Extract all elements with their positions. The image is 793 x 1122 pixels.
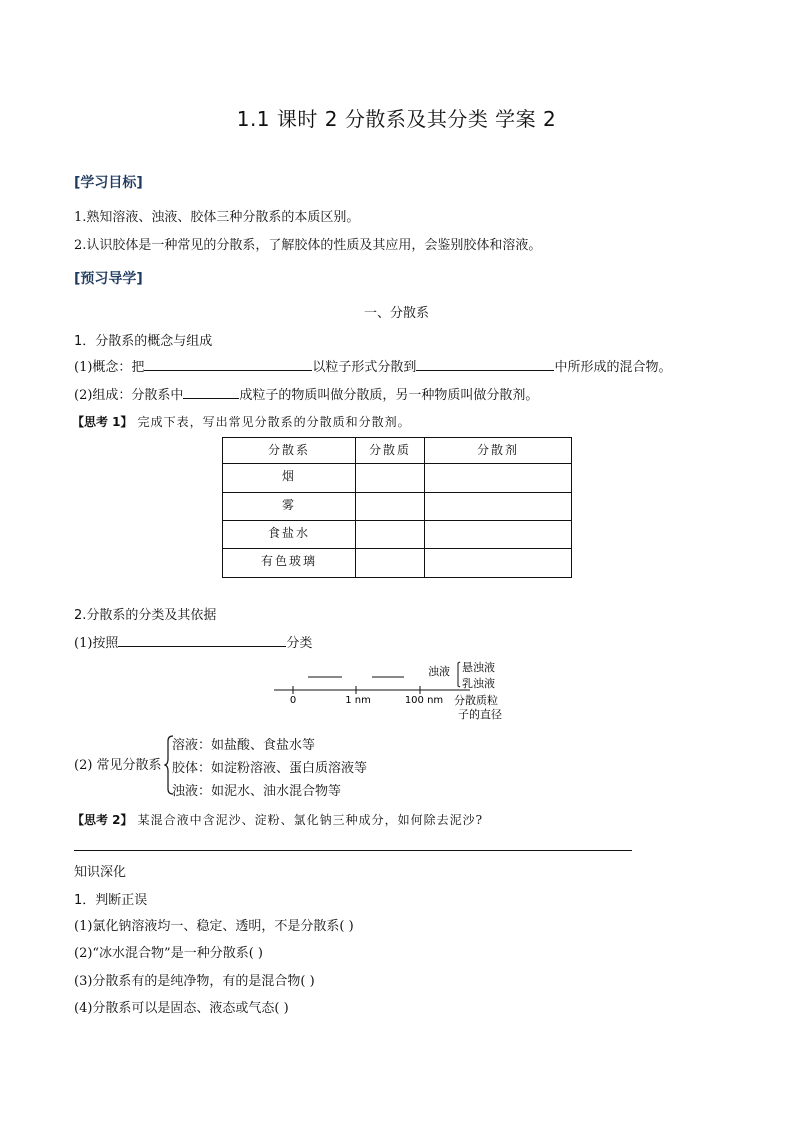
- table-cell-solute[interactable]: [356, 521, 425, 549]
- answer-line[interactable]: [74, 850, 632, 851]
- table-cell-name: 烟: [223, 464, 356, 493]
- think1-text: 完成下表，写出常见分散系的分散质和分散剂。: [137, 415, 411, 429]
- table-cell-solute[interactable]: [356, 549, 425, 578]
- axis-label-line2: 子的直径: [458, 708, 502, 721]
- preview-heading: [预习导学]: [74, 271, 143, 287]
- classify-suffix: 分类: [286, 636, 313, 651]
- think2-tag: 【思考 2】: [72, 813, 133, 827]
- table-cell-solvent[interactable]: [425, 549, 572, 578]
- deepen-part1-title: 1．判断正误: [74, 893, 148, 908]
- tick-label-0: 0: [289, 695, 297, 706]
- tick-label-1nm: 1 nm: [345, 695, 371, 706]
- table-cell-solvent[interactable]: [425, 521, 572, 549]
- particle-size-diagram: [270, 656, 530, 726]
- table-header-row: [223, 438, 572, 464]
- table-header-cell: 分散剂: [425, 438, 572, 464]
- turbid-brace: [458, 662, 460, 687]
- think2: [72, 809, 483, 828]
- judge-item-3: (3)分散系有的是纯净物，有的是混合物( ): [74, 974, 315, 989]
- common-item-turbid: 浊液：如泥水、油水混合物等: [172, 784, 342, 799]
- axis-label-line1: 分散质粒: [454, 694, 498, 707]
- table-cell-solute[interactable]: [356, 464, 425, 493]
- judge-item-2: (2)“冰水混合物”是一种分散系( ): [74, 946, 263, 961]
- concept-blank-2[interactable]: [416, 358, 554, 371]
- objective-item-1: 1.熟知溶液、浊液、胶体三种分散系的本质区别。: [74, 210, 360, 225]
- table-cell-name: 有色玻璃: [223, 549, 356, 578]
- tick-label-100nm: 100 nm: [404, 695, 444, 706]
- deepen-heading: 知识深化: [74, 865, 127, 880]
- table-row: [223, 521, 572, 549]
- think1: [72, 411, 411, 430]
- think2-text: 某混合液中含泥沙、淀粉、氯化钠三种成分，如何除去泥沙?: [137, 813, 484, 827]
- turbid-label: 浊液: [428, 665, 450, 678]
- composition-blank[interactable]: [183, 386, 239, 399]
- emulsion-label: 乳浊液: [462, 677, 495, 690]
- concept-middle: 以粒子形式分散到: [312, 360, 417, 375]
- table-cell-name: 雾: [223, 493, 356, 521]
- section-subtitle: 一、分散系: [363, 306, 429, 321]
- table-row: [223, 549, 572, 578]
- suspension-label: 悬浊液: [462, 661, 495, 674]
- table-cell-solvent[interactable]: [425, 464, 572, 493]
- concept-blank-1[interactable]: [144, 358, 312, 371]
- classify-line: [74, 632, 312, 651]
- composition-line: [74, 384, 538, 403]
- composition-prefix: (2)组成：分散系中: [74, 388, 184, 403]
- common-label: (2) 常见分散系: [74, 758, 162, 773]
- part2-title: 2.分散系的分类及其依据: [74, 608, 217, 623]
- table-cell-solvent[interactable]: [425, 493, 572, 521]
- composition-suffix: 成粒子的物质叫做分散质，另一种物质叫做分散剂。: [239, 388, 539, 403]
- table-cell-name: 食盐水: [223, 521, 356, 549]
- judge-item-4: (4)分散系可以是固态、液态或气态( ): [74, 1001, 289, 1016]
- objective-item-2: 2.认识胶体是一种常见的分散系，了解胶体的性质及其应用，会鉴别胶体和溶液。: [74, 238, 542, 253]
- objectives-heading: [学习目标]: [74, 175, 143, 191]
- classify-prefix: (1)按照: [74, 636, 119, 651]
- concept-prefix: (1)概念：把: [74, 360, 145, 375]
- judge-item-1: (1)氯化钠溶液均一、稳定、透明，不是分散系( ): [74, 919, 354, 934]
- concept-line: [74, 356, 671, 375]
- table-header-cell: 分散系: [223, 438, 356, 464]
- page-title: 1.1 课时 2 分散系及其分类 学案 2: [236, 107, 557, 131]
- table-cell-solute[interactable]: [356, 493, 425, 521]
- classify-blank[interactable]: [118, 634, 286, 647]
- table-header-cell: 分散质: [356, 438, 425, 464]
- concept-suffix: 中所形成的混合物。: [554, 360, 672, 375]
- dispersion-table: [222, 437, 572, 578]
- part1-title: 1．分散系的概念与组成: [74, 334, 213, 349]
- think1-tag: 【思考 1】: [72, 415, 133, 429]
- table-row: [223, 493, 572, 521]
- common-item-colloid: 胶体：如淀粉溶液、蛋白质溶液等: [172, 761, 368, 776]
- common-item-solution: 溶液：如盐酸、食盐水等: [172, 738, 316, 753]
- table-row: [223, 464, 572, 493]
